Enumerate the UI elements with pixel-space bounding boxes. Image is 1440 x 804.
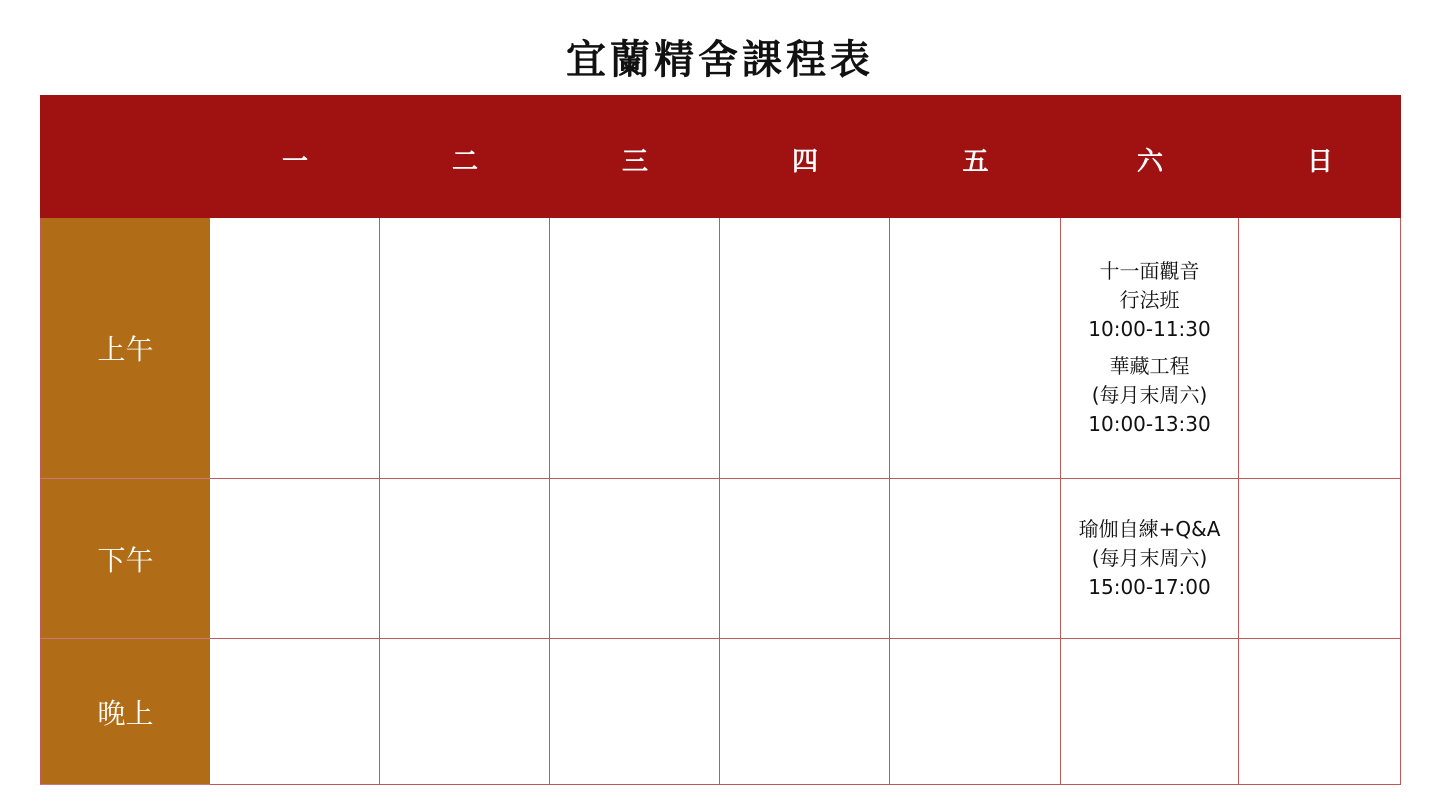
cell-afternoon-wed bbox=[550, 479, 720, 639]
class-time: 15:00-17:00 bbox=[1088, 575, 1211, 599]
cell-morning-fri bbox=[890, 218, 1061, 479]
cell-morning-thu bbox=[720, 218, 890, 479]
cell-morning-sat bbox=[1061, 218, 1239, 479]
class-name: 華藏工程 bbox=[1109, 354, 1190, 378]
period-header-morning: 上午 bbox=[40, 218, 210, 479]
cell-evening-fri bbox=[890, 639, 1061, 785]
period-header-evening: 晚上 bbox=[40, 639, 210, 785]
cell-morning-tue bbox=[380, 218, 550, 479]
class-name-cont: 行法班 bbox=[1119, 288, 1180, 312]
cell-evening-tue bbox=[380, 639, 550, 785]
cell-evening-sat bbox=[1061, 639, 1239, 785]
day-header-thu: 四 bbox=[720, 95, 890, 218]
cell-afternoon-thu bbox=[720, 479, 890, 639]
class-entry-huazang bbox=[1088, 352, 1211, 439]
corner-header-cell bbox=[40, 95, 210, 218]
cell-afternoon-mon bbox=[210, 479, 380, 639]
cell-afternoon-fri bbox=[890, 479, 1061, 639]
class-time: 10:00-13:30 bbox=[1088, 412, 1211, 436]
day-header-wed: 三 bbox=[550, 95, 720, 218]
cell-morning-wed bbox=[550, 218, 720, 479]
day-header-sat: 六 bbox=[1061, 95, 1239, 218]
class-time: 10:00-11:30 bbox=[1088, 317, 1211, 341]
page-title: 宜蘭精舍課程表 bbox=[566, 37, 874, 83]
cell-evening-sun bbox=[1239, 639, 1401, 785]
period-header-afternoon: 下午 bbox=[40, 479, 210, 639]
day-header-mon: 一 bbox=[210, 95, 380, 218]
cell-afternoon-sun bbox=[1239, 479, 1401, 639]
class-name: 十一面觀音 bbox=[1099, 259, 1200, 283]
class-note: (每月末周六) bbox=[1091, 383, 1208, 407]
class-name: 瑜伽自練+Q&A bbox=[1078, 517, 1221, 541]
cell-afternoon-sat bbox=[1061, 479, 1239, 639]
class-entry-yoga bbox=[1079, 515, 1221, 602]
cell-evening-thu bbox=[720, 639, 890, 785]
cell-morning-sun bbox=[1239, 218, 1401, 479]
cell-afternoon-tue bbox=[380, 479, 550, 639]
schedule-table bbox=[40, 95, 1402, 785]
day-header-tue: 二 bbox=[380, 95, 550, 218]
day-header-sun: 日 bbox=[1239, 95, 1401, 218]
class-entry-guanyin bbox=[1088, 257, 1211, 344]
cell-evening-mon bbox=[210, 639, 380, 785]
day-header-fri: 五 bbox=[890, 95, 1061, 218]
class-note: (每月末周六) bbox=[1091, 546, 1208, 570]
cell-morning-mon bbox=[210, 218, 380, 479]
cell-evening-wed bbox=[550, 639, 720, 785]
